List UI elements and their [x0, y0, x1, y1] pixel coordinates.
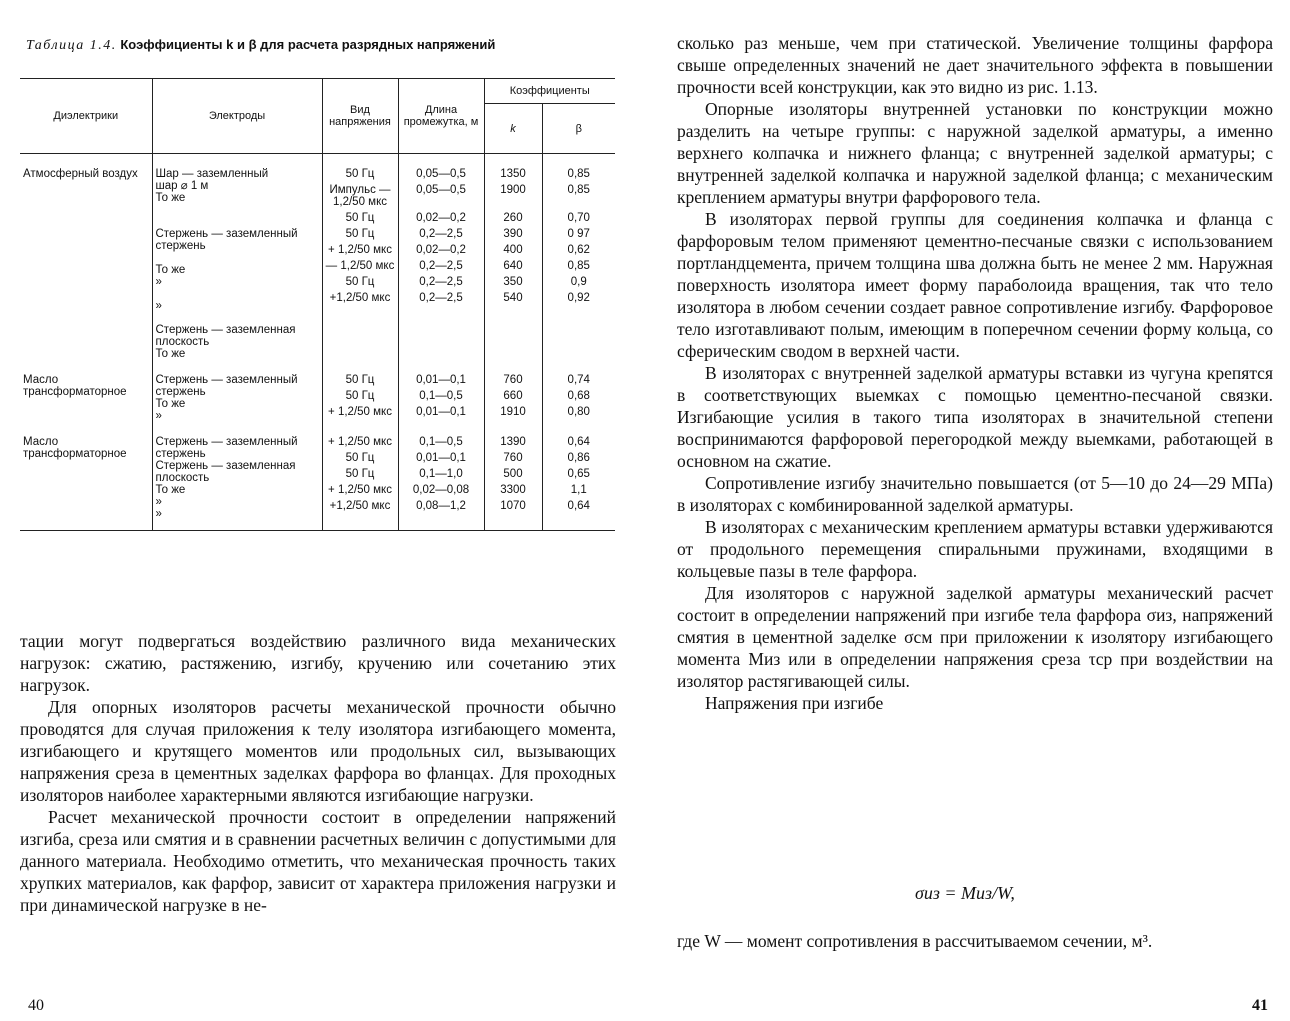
beta-value: 0,70 — [567, 212, 590, 224]
voltage-value: + 1,2/50 мкс — [328, 406, 392, 418]
header-voltage-type: Вид напряжения — [322, 79, 398, 154]
electrode-label: Стержень — заземленная плоскость — [155, 460, 296, 484]
gap-value: 0,01—0,1 — [416, 452, 466, 464]
cell-voltage — [322, 154, 398, 361]
right-page — [645, 0, 1290, 1021]
cell-gap — [398, 360, 484, 422]
gap-value: 0,2—2,5 — [419, 228, 463, 240]
cell-electrodes — [152, 154, 322, 361]
gap-value: 0,2—2,5 — [419, 276, 463, 288]
electrode-label — [156, 252, 319, 264]
electrode-label: шар ⌀ 1 м — [155, 180, 209, 192]
k-value: 760 — [503, 452, 523, 464]
cell-dielectric — [20, 154, 152, 361]
formula-note — [677, 930, 1273, 952]
gap-value: 0,05—0,5 — [416, 184, 466, 196]
voltage-value: 50 Гц — [345, 374, 375, 386]
voltage-value: 50 Гц — [345, 452, 375, 464]
voltage-value: 50 Гц — [345, 468, 375, 480]
k-value: 1900 — [500, 184, 526, 196]
beta-value: 0,92 — [567, 292, 590, 304]
k-value: 400 — [503, 244, 523, 256]
beta-value: 0,9 — [570, 276, 587, 288]
left-paragraph: Расчет механической прочности состоит в определении напряжений изгиба, среза или смятия и в сравнении расчетных величин с допустимыми для данного материала. Необходимо отметить, что механическая прочность таких хрупких материалов, как фарфор, зависит от характера приложения нагрузки и при динамической нагрузке в не- — [20, 807, 616, 915]
table-caption-label: Таблица 1.4. — [26, 38, 117, 53]
electrode-label: Стержень — заземленный стержень — [155, 228, 298, 252]
k-value: 390 — [503, 228, 523, 240]
right-paragraph: В изоляторах с внутренней заделкой арматуры вставки из чугуна крепятся в соответствующих выемках с помощью цементно-песчаной связки. Изгибающие усилия в такого типа изоляторах в значительной степени воспринимаются фарфоровой перегородкой между выемками, работающей в основном на сжатие. — [677, 363, 1273, 471]
k-value: 3300 — [500, 484, 526, 496]
beta-value: 0 97 — [567, 228, 590, 240]
k-value: 1390 — [500, 436, 526, 448]
table-caption-text: Коэффициенты k и β для расчета разрядных напряжений — [120, 37, 496, 52]
electrode-label: Шар — заземленный — [155, 168, 269, 180]
bending-stress-formula: σиз = Mиз/W, — [915, 883, 1015, 903]
electrode-label: » — [155, 508, 162, 520]
voltage-value: +1,2/50 мкс — [329, 500, 391, 512]
k-value: 1910 — [500, 406, 526, 418]
k-value: 660 — [503, 390, 523, 402]
cell-voltage — [322, 360, 398, 422]
gap-value: 0,01—0,1 — [416, 406, 466, 418]
electrode-label: То же — [155, 192, 186, 204]
voltage-value: 50 Гц — [345, 212, 375, 224]
formula-note-text: где W — момент сопротивления в рассчитываемом сечении, м³. — [677, 931, 1153, 951]
cell-k — [484, 360, 542, 422]
right-paragraph: Напряжения при изгибе — [705, 693, 884, 713]
beta-value: 0,85 — [567, 260, 590, 272]
k-value: 760 — [503, 374, 523, 386]
dielectric-label: Масло трансформаторное — [23, 374, 127, 398]
voltage-value: + 1,2/50 мкс — [328, 436, 392, 448]
k-value: 260 — [503, 212, 523, 224]
electrode-label — [156, 204, 319, 216]
gap-value: 0,02—0,2 — [416, 212, 466, 224]
electrode-label: То же — [155, 484, 186, 496]
electrode-label: » — [155, 410, 162, 422]
gap-value: 0,05—0,5 — [416, 168, 466, 180]
voltage-value: + 1,2/50 мкс — [328, 244, 392, 256]
beta-value: 0,65 — [567, 468, 590, 480]
cell-k — [484, 154, 542, 361]
left-body-text — [20, 630, 616, 916]
table-group-row — [20, 360, 615, 422]
header-gap-length: Длина промежутка, м — [398, 79, 484, 154]
voltage-value: 50 Гц — [345, 168, 375, 180]
electrode-label: То же — [155, 348, 186, 360]
beta-value: 0,62 — [567, 244, 590, 256]
cell-beta — [542, 360, 615, 422]
cell-gap — [398, 154, 484, 361]
beta-value: 0,80 — [567, 406, 590, 418]
gap-value: 0,1—0,5 — [419, 390, 463, 402]
beta-value: 0,74 — [567, 374, 590, 386]
electrode-label: То же — [155, 398, 186, 410]
right-body-text — [677, 32, 1273, 714]
left-paragraph: Для опорных изоляторов расчеты механической прочности обычно проводятся для случая приложения к телу изолятора изгибающего момента, изгибающего и крутящего моментов или продольных сил, вызывающих напряжения среза в цементных заделках фарфора во фланцах. Для проходных изоляторов наиболее характерными являются изгибающие нагрузки. — [20, 697, 616, 805]
electrode-label: То же — [155, 264, 186, 276]
beta-value: 0,64 — [567, 436, 590, 448]
gap-value: 0,1—1,0 — [419, 468, 463, 480]
voltage-value: + 1,2/50 мкс — [328, 484, 392, 496]
right-paragraph: В изоляторах с механическим креплением арматуры вставки удерживаются от продольного перемещения спиральными пружинами, входящими в кольцевые пазы в теле фарфора. — [677, 517, 1273, 581]
voltage-value: +1,2/50 мкс — [329, 292, 391, 304]
page-number-right: 41 — [1252, 997, 1268, 1014]
voltage-value: 50 Гц — [345, 228, 375, 240]
electrode-label: » — [155, 300, 162, 312]
beta-value: 0,86 — [567, 452, 590, 464]
gap-value: 0,01—0,1 — [416, 374, 466, 386]
table-group-row — [20, 154, 615, 361]
cell-dielectric — [20, 360, 152, 422]
electrode-label: Стержень — заземленный стержень — [155, 436, 298, 460]
electrode-label: Стержень — заземленный стержень — [155, 374, 298, 398]
header-dielectric: Диэлектрики — [20, 79, 152, 154]
page-number-left: 40 — [28, 997, 44, 1014]
cell-beta — [542, 154, 615, 361]
electrode-label — [156, 312, 319, 324]
gap-value: 0,2—2,5 — [419, 260, 463, 272]
voltage-value: 50 Гц — [345, 276, 375, 288]
k-value: 1350 — [500, 168, 526, 180]
beta-value: 0,85 — [567, 184, 590, 196]
right-paragraph: Для изоляторов с наружной заделкой арматуры механический расчет состоит в определении напряжений при изгибе тела фарфора σиз, напряжений смятия в цементной заделке σсм при приложении к изолятору изгибающего момента Mиз или в определении напряжения среза τср при воздействии на изолятор растягивающей силы. — [677, 583, 1273, 691]
voltage-value: 50 Гц — [345, 390, 375, 402]
k-value: 640 — [503, 260, 523, 272]
cell-electrodes — [152, 422, 322, 531]
k-value: 350 — [503, 276, 523, 288]
header-k: k — [484, 104, 542, 154]
header-electrodes: Электроды — [152, 79, 322, 154]
header-beta: β — [542, 104, 615, 154]
electrode-label — [156, 288, 319, 300]
electrode-label — [156, 216, 319, 228]
gap-value: 0,02—0,08 — [412, 484, 470, 496]
dielectric-label: Атмосферный воздух — [23, 168, 138, 180]
electrode-label: » — [155, 496, 162, 508]
beta-value: 0,64 — [567, 500, 590, 512]
gap-value: 0,08—1,2 — [416, 500, 466, 512]
right-paragraph: Опорные изоляторы внутренней установки по конструкции можно разделить на четыре группы: с наружной заделкой арматуры, а именно верхнего колпачка и нижнего фланца; с внутренней заделкой арматуры; с внутренней заделкой колпачка и наружной заделкой фланца; с механическим креплением арматуры внутри фарфорового тела. — [677, 99, 1273, 207]
cell-dielectric — [20, 422, 152, 531]
gap-value: 0,2—2,5 — [419, 292, 463, 304]
gap-value: 0,02—0,2 — [416, 244, 466, 256]
cell-k — [484, 422, 542, 531]
right-paragraph: сколько раз меньше, чем при статической. Увеличение толщины фарфора свыше определенных значений не дает значительного эффекта в повышении прочности всей конструкции, как это видно из рис. 1.13. — [677, 33, 1273, 97]
right-paragraph: В изоляторах первой группы для соединения колпачка и фланца с фарфоровым телом применяют цементно-песчаные связки с использованием портландцемента, причем толщина шва должна быть не менее 2 мм. Наружная поверхность изолятора имеет форму параболоида вращения, так что тело изолятора в любом сечении создает равное сопротивление изгибу. Фарфоровое тело изготавливают полым, имеющим в поперечном сечении форму кольца, со сферическим сводом в верхней части. — [677, 209, 1273, 361]
cell-electrodes — [152, 360, 322, 422]
beta-value: 0,85 — [567, 168, 590, 180]
beta-value: 0,68 — [567, 390, 590, 402]
coefficients-table — [20, 78, 615, 531]
header-coefficients: Коэффициенты — [484, 79, 615, 104]
cell-gap — [398, 422, 484, 531]
electrode-label: Стержень — заземленная плоскость — [155, 324, 296, 348]
k-value: 540 — [503, 292, 523, 304]
right-paragraph: Сопротивление изгибу значительно повышается (от 5—10 до 24—29 МПа) в изоляторах с комбинированной заделкой арматуры. — [677, 473, 1273, 515]
beta-value: 1,1 — [570, 484, 587, 496]
cell-voltage — [322, 422, 398, 531]
gap-value: 0,1—0,5 — [419, 436, 463, 448]
voltage-value: — 1,2/50 мкс — [325, 260, 395, 272]
left-paragraph: тации могут подвергаться воздействию различного вида механических нагрузок: сжатию, растяжению, изгибу, кручению или сочетанию этих нагрузок. — [20, 631, 616, 695]
k-value: 500 — [503, 468, 523, 480]
cell-beta — [542, 422, 615, 531]
k-value: 1070 — [500, 500, 526, 512]
electrode-label: » — [155, 276, 162, 288]
table-group-row — [20, 422, 615, 531]
dielectric-label: Масло трансформаторное — [23, 436, 127, 460]
table-caption — [26, 37, 616, 54]
voltage-value: Импульс — 1,2/50 мкс — [329, 184, 391, 208]
